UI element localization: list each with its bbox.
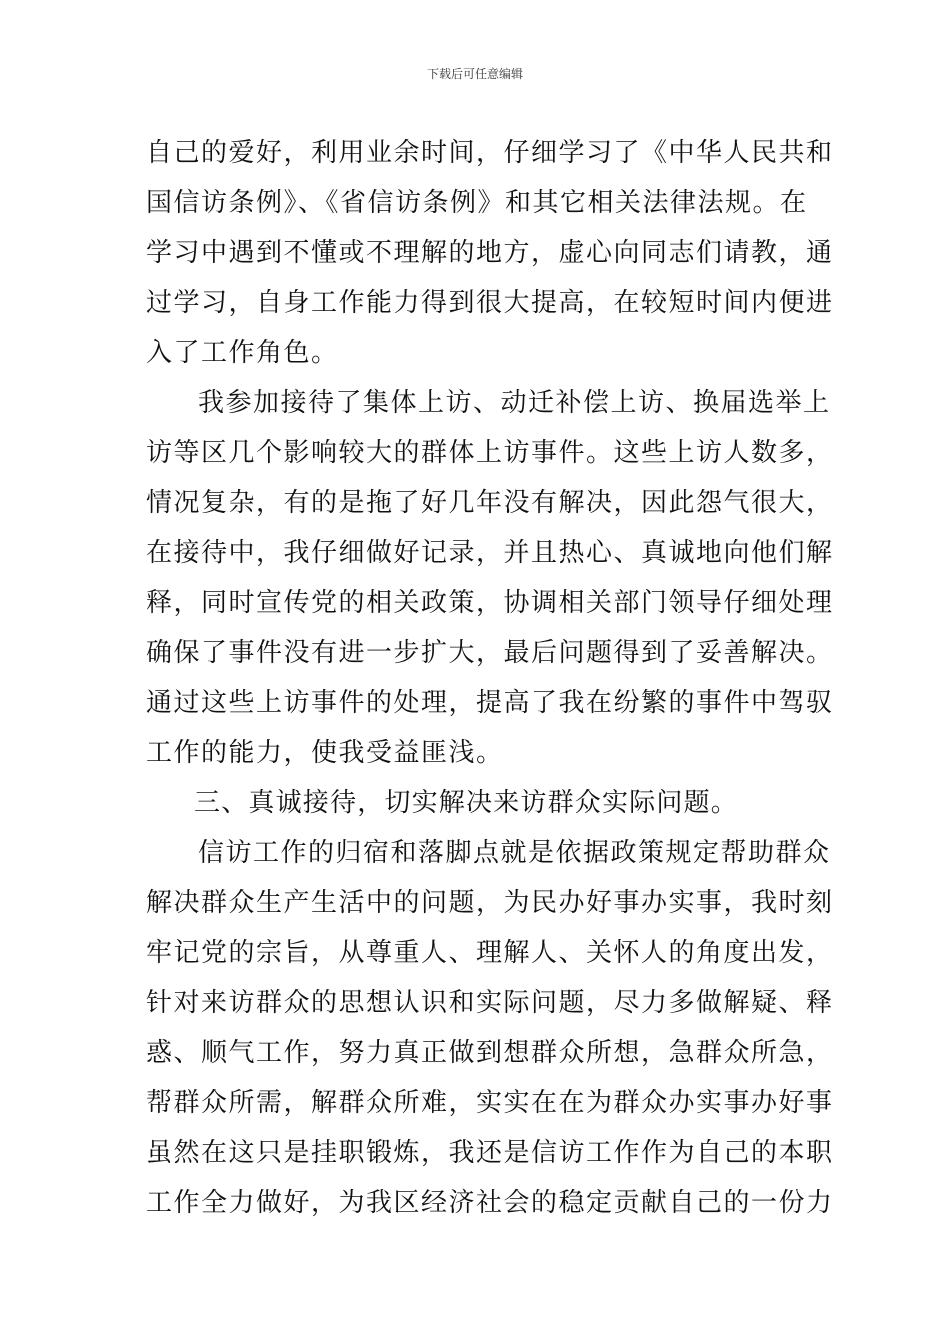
- text-line: 通过这些上访事件的处理，提高了我在纷繁的事件中驾驭: [146, 688, 834, 718]
- text-line: 牢记党的宗旨，从尊重人、理解人、关怀人的角度出发，: [146, 938, 834, 968]
- paragraph-start-line: 信访工作的归宿和落脚点就是依据政策规定帮助群众: [198, 838, 831, 868]
- text-line: 惑、顺气工作，努力真正做到想群众所想，急群众所急，: [146, 1038, 834, 1068]
- text-line: 自己的爱好，利用业余时间，仔细学习了《中华人民共和: [146, 138, 834, 168]
- section-heading: 三、真诚接待，切实解决来访群众实际问题。: [194, 788, 739, 818]
- text-line: 入了工作角色。: [146, 338, 339, 368]
- header-note: 下载后可任意编辑: [426, 67, 523, 81]
- text-line: 情况复杂，有的是拖了好几年没有解决，因此怨气很大，: [146, 488, 834, 518]
- text-line: 确保了事件没有进一步扩大，最后问题得到了妥善解决。: [146, 638, 834, 668]
- text-line: 过学习，自身工作能力得到很大提高，在较短时间内便进: [146, 288, 834, 318]
- text-line: 释，同时宣传党的相关政策，协调相关部门领导仔细处理: [146, 588, 834, 618]
- text-line: 虽然在这只是挂职锻炼，我还是信访工作作为自己的本职: [146, 1138, 834, 1168]
- body-text: [146, 128, 834, 1228]
- text-line: 工作的能力，使我受益匪浅。: [146, 738, 504, 768]
- paragraph-start-line: 我参加接待了集体上访、动迁补偿上访、换届选举上: [198, 388, 831, 418]
- text-line: 在接待中，我仔细做好记录，并且热心、真诚地向他们解: [146, 538, 834, 568]
- text-line: 针对来访群众的思想认识和实际问题，尽力多做解疑、释: [146, 988, 834, 1018]
- text-line: 国信访条例》、《省信访条例》和其它相关法律法规。在: [146, 188, 808, 218]
- text-line: 帮群众所需，解群众所难，实实在在为群众办实事办好事: [146, 1088, 834, 1118]
- text-line: 解决群众生产生活中的问题，为民办好事办实事，我时刻: [146, 888, 834, 918]
- text-line: 访等区几个影响较大的群体上访事件。这些上访人数多，: [146, 438, 834, 468]
- text-line: 学习中遇到不懂或不理解的地方，虚心向同志们请教，通: [146, 238, 834, 268]
- text-line: 工作全力做好，为我区经济社会的稳定贡献自己的一份力: [146, 1188, 834, 1218]
